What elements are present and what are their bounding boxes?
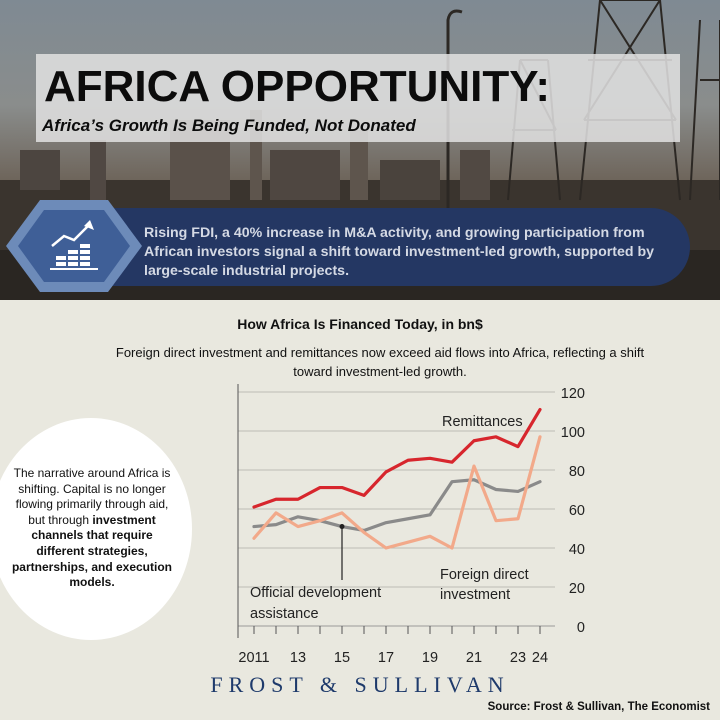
y-tick-label: 120 bbox=[560, 386, 585, 402]
y-tick-label: 80 bbox=[568, 464, 585, 480]
y-tick-label: 60 bbox=[568, 503, 585, 519]
x-tick-label: 17 bbox=[377, 650, 395, 666]
axes bbox=[238, 384, 585, 666]
source-note: Source: Frost & Sullivan, The Economist bbox=[487, 701, 710, 713]
annotation-dot bbox=[340, 524, 345, 529]
series-line-2 bbox=[254, 480, 540, 531]
y-tick-label: 100 bbox=[560, 425, 585, 441]
narrative-plain: The narrative around Africa is shifting. Capital is no longer flowing primarily through aid, but through bbox=[13, 466, 171, 527]
x-tick-label: 15 bbox=[333, 650, 351, 666]
annotation-oda-line: Official development bbox=[250, 585, 382, 601]
annotation-fdi-line: Foreign direct bbox=[440, 567, 529, 583]
banner-text: Rising FDI, a 40% increase in M&A activity, and growing participation from African investors signal a shift toward investment-led growth, supported by large-scale industrial projects. bbox=[144, 225, 655, 279]
series-line-3 bbox=[254, 437, 540, 548]
chart-subtitle: Foreign direct investment and remittances now exceed aid flows into Africa, reflecting a shift toward investment-led growth. bbox=[115, 345, 645, 379]
y-tick-label: 0 bbox=[576, 620, 585, 636]
series-lines bbox=[254, 410, 540, 548]
y-tick-label: 20 bbox=[568, 581, 585, 597]
x-tick-label: 13 bbox=[289, 650, 307, 666]
frost-sullivan-logo: FROST & SULLIVAN bbox=[210, 672, 510, 697]
page-title: AFRICA OPPORTUNITY: bbox=[44, 62, 550, 111]
x-tick-label: 21 bbox=[465, 650, 483, 666]
annotation-fdi-line: investment bbox=[440, 587, 511, 603]
x-tick-label: 19 bbox=[421, 650, 439, 666]
x-tick-label: 2011 bbox=[238, 650, 270, 666]
annotation-remittances: Remittances bbox=[442, 414, 523, 430]
narrative-bold: investment channels that require different strategies, partnerships, and execution models. bbox=[11, 512, 173, 590]
annotation-oda-line: assistance bbox=[250, 606, 319, 622]
x-tick-label: 23 bbox=[509, 650, 527, 666]
y-tick-label: 40 bbox=[568, 542, 585, 558]
chart-title: How Africa Is Financed Today, in bn$ bbox=[237, 316, 483, 332]
page-subtitle: Africa’s Growth Is Being Funded, Not Donated bbox=[42, 116, 416, 135]
x-tick-label: 24 bbox=[531, 650, 549, 666]
